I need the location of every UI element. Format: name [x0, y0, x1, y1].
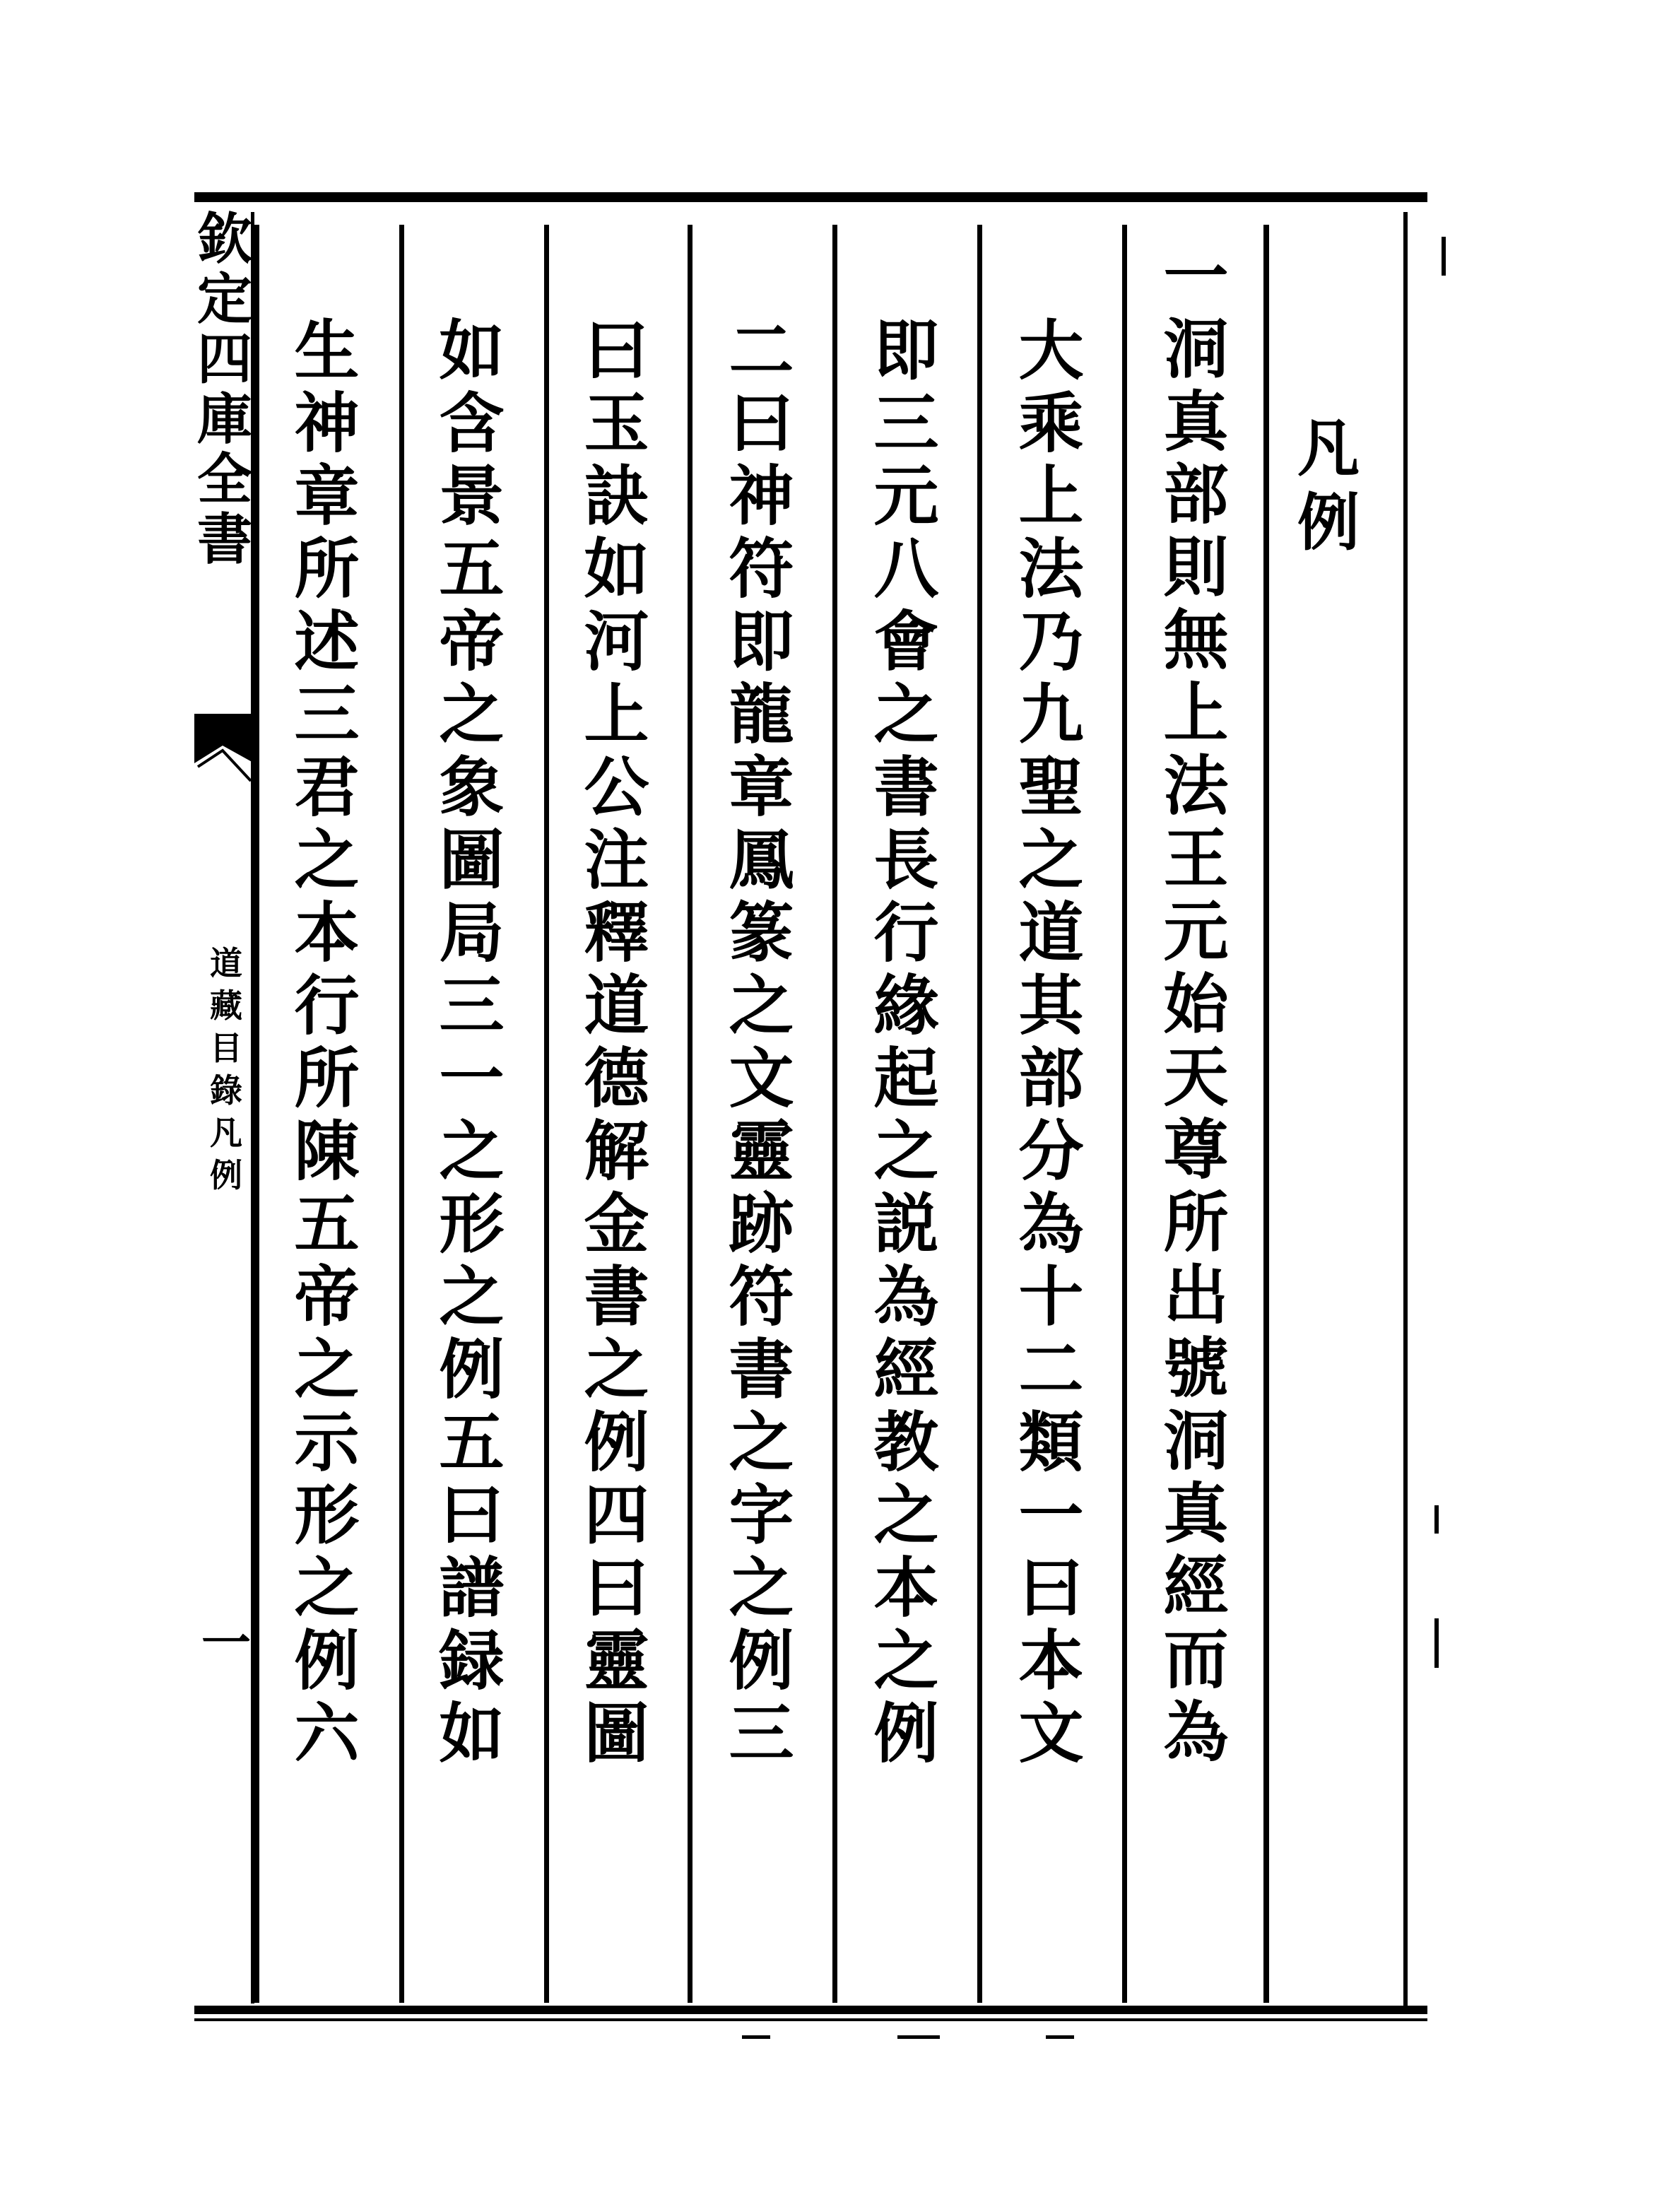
edge-title-char: 庫 [196, 387, 252, 452]
heading-char: 凡 [1297, 411, 1360, 485]
text-char: 靈 [729, 1113, 794, 1189]
text-char: 章 [294, 458, 360, 534]
text-column [703, 312, 820, 1774]
text-char: 十 [1018, 1259, 1084, 1335]
heading-column-divider [1263, 225, 1269, 2003]
text-column [1138, 238, 1254, 1772]
text-char: 圖 [439, 822, 505, 898]
text-char: 五 [439, 531, 505, 607]
text-char: 所 [1163, 1184, 1229, 1261]
side-title-char: 藏 [210, 987, 242, 1025]
edge-title-char: 四 [196, 327, 252, 392]
bottom-border-rule-thin [194, 2018, 1427, 2021]
text-char: 解 [584, 1113, 649, 1189]
text-char: 注 [584, 822, 649, 898]
text-char: 君 [294, 749, 360, 825]
edge-title-char: 書 [196, 507, 252, 572]
column-divider [688, 225, 692, 2003]
text-char: 則 [1163, 529, 1229, 606]
text-char: 真 [1163, 1476, 1229, 1552]
text-char: 三 [729, 1695, 794, 1772]
text-char: 經 [873, 1331, 939, 1408]
edge-title-char: 全 [196, 447, 252, 512]
text-char: 陳 [294, 1113, 360, 1189]
bottom-border-rule [194, 2006, 1427, 2014]
text-char: 九 [1018, 676, 1084, 753]
column-divider [1122, 225, 1127, 2003]
text-char: 為 [1018, 1186, 1084, 1262]
text-char: 之 [439, 676, 505, 753]
text-char: 河 [584, 604, 649, 680]
text-char: 洞 [1163, 1403, 1229, 1479]
column-divider [977, 225, 982, 2003]
text-char: 之 [729, 1404, 794, 1481]
text-char: 即 [729, 604, 794, 680]
text-char: 書 [729, 1331, 794, 1408]
text-column [558, 312, 675, 1774]
text-char: 所 [294, 1040, 360, 1117]
text-char: 乃 [1018, 604, 1084, 680]
text-char: 篆 [729, 895, 794, 971]
text-char: 分 [1018, 1113, 1084, 1189]
text-char: 曰 [439, 1477, 505, 1553]
text-char: 之 [439, 1259, 505, 1335]
text-char: 訣 [584, 458, 649, 534]
text-char: 之 [729, 967, 794, 1044]
text-char: 文 [1018, 1695, 1084, 1772]
text-char: 跡 [729, 1186, 794, 1262]
text-char: 真 [1163, 384, 1229, 460]
text-char: 之 [729, 1550, 794, 1626]
text-char: 之 [873, 1623, 939, 1699]
text-char: 象 [439, 749, 505, 825]
text-char: 五 [439, 1404, 505, 1481]
text-char: 經 [1163, 1548, 1229, 1625]
text-char: 局 [439, 895, 505, 971]
print-mark [1046, 2035, 1074, 2039]
print-mark [1442, 237, 1446, 276]
text-char: 王 [1163, 820, 1229, 897]
text-char: 曰 [584, 312, 649, 389]
text-char: 三 [294, 676, 360, 753]
text-char: 五 [294, 1186, 360, 1262]
text-char: 上 [1018, 458, 1084, 534]
text-char: 靈 [584, 1623, 649, 1699]
text-char: 一 [1163, 238, 1229, 314]
text-char: 號 [1163, 1330, 1229, 1406]
text-column [848, 312, 965, 1774]
text-char: 曰 [584, 1550, 649, 1626]
text-char: 鳳 [729, 822, 794, 898]
text-char: 之 [1018, 822, 1084, 898]
text-char: 法 [1163, 748, 1229, 824]
text-char: 如 [439, 312, 505, 389]
text-char: 書 [584, 1259, 649, 1335]
text-char: 本 [873, 1550, 939, 1626]
text-char: 元 [873, 458, 939, 534]
edge-section-title [201, 944, 251, 1201]
text-char: 龍 [729, 676, 794, 753]
text-char: 起 [873, 1040, 939, 1117]
side-title-char: 目 [210, 1029, 242, 1067]
text-char: 公 [584, 749, 649, 825]
text-char: 三 [439, 967, 505, 1044]
section-heading [1283, 411, 1374, 565]
text-char: 例 [439, 1331, 505, 1408]
print-mark [742, 2035, 770, 2039]
text-char: 景 [439, 458, 505, 534]
text-char: 天 [1163, 1039, 1229, 1115]
column-divider [832, 225, 837, 2003]
text-char: 書 [873, 749, 939, 825]
text-char: 大 [1018, 312, 1084, 389]
text-char: 之 [873, 676, 939, 753]
text-char: 部 [1018, 1040, 1084, 1117]
text-char: 行 [873, 895, 939, 971]
text-char: 章 [729, 749, 794, 825]
text-char: 之 [873, 1477, 939, 1553]
text-char: 文 [729, 1040, 794, 1117]
text-char: 述 [294, 604, 360, 680]
text-char: 金 [584, 1186, 649, 1262]
text-char: 類 [1018, 1404, 1084, 1481]
text-char: 而 [1163, 1621, 1229, 1698]
text-char: 二 [1018, 1331, 1084, 1408]
text-char: 釋 [584, 895, 649, 971]
text-char: 二 [729, 312, 794, 389]
text-char: 部 [1163, 457, 1229, 533]
top-border-rule [194, 192, 1427, 202]
edge-book-title [196, 207, 253, 572]
text-char: 道 [1018, 895, 1084, 971]
text-char: 説 [873, 1186, 939, 1262]
text-char: 法 [1018, 531, 1084, 607]
text-char: 德 [584, 1040, 649, 1117]
text-char: 元 [1163, 893, 1229, 970]
text-char: 含 [439, 385, 505, 461]
text-char: 教 [873, 1404, 939, 1481]
fish-tail-ornament-icon [194, 714, 254, 784]
text-char: 之 [294, 1331, 360, 1408]
text-char: 尊 [1163, 1112, 1229, 1188]
text-char: 生 [294, 312, 360, 389]
text-char: 始 [1163, 966, 1229, 1042]
text-char: 形 [439, 1186, 505, 1262]
text-char: 所 [294, 531, 360, 607]
text-char: 符 [729, 1259, 794, 1335]
text-char: 之 [873, 1113, 939, 1189]
side-title-char: 例 [210, 1156, 242, 1194]
text-char: 為 [873, 1259, 939, 1335]
text-char: 一 [1018, 1477, 1084, 1553]
text-char: 三 [873, 385, 939, 461]
text-char: 乘 [1018, 385, 1084, 461]
text-column [269, 312, 385, 1774]
text-char: 四 [584, 1477, 649, 1553]
text-char: 例 [873, 1695, 939, 1772]
text-char: 即 [873, 312, 939, 389]
text-char: 録 [439, 1623, 505, 1699]
text-char: 例 [294, 1623, 360, 1699]
text-column [413, 312, 530, 1774]
text-char: 上 [1163, 675, 1229, 751]
print-mark [1434, 1618, 1439, 1668]
text-char: 六 [294, 1695, 360, 1772]
column-divider [254, 225, 259, 2003]
text-char: 之 [439, 1113, 505, 1189]
text-char: 八 [873, 531, 939, 607]
print-mark [897, 2035, 940, 2039]
text-char: 本 [1018, 1623, 1084, 1699]
text-char: 字 [729, 1477, 794, 1553]
text-char: 曰 [729, 385, 794, 461]
text-char: 聖 [1018, 749, 1084, 825]
text-char: 例 [729, 1623, 794, 1699]
text-char: 如 [584, 531, 649, 607]
column-divider [544, 225, 549, 2003]
side-title-char: 凡 [210, 1114, 242, 1152]
text-char: 譜 [439, 1550, 505, 1626]
text-char: 洞 [1163, 311, 1229, 387]
text-char: 無 [1163, 602, 1229, 678]
page-number [201, 1613, 251, 1672]
text-char: 上 [584, 676, 649, 753]
text-char: 之 [294, 1550, 360, 1626]
edge-title-char: 定 [196, 267, 252, 331]
page-number-text: 一 [201, 1613, 251, 1672]
edge-title-char: 欽 [196, 207, 252, 271]
column-divider [399, 225, 404, 2003]
text-char: 本 [294, 895, 360, 971]
text-char: 之 [584, 1331, 649, 1408]
text-char: 神 [294, 385, 360, 461]
side-title-char: 錄 [210, 1071, 242, 1110]
text-char: 玉 [584, 385, 649, 461]
text-char: 為 [1163, 1694, 1229, 1770]
heading-char: 例 [1297, 486, 1360, 559]
text-char: 其 [1018, 967, 1084, 1044]
side-title-char: 道 [210, 944, 242, 982]
text-char: 如 [439, 1695, 505, 1772]
text-char: 道 [584, 967, 649, 1044]
text-char: 一 [439, 1040, 505, 1117]
text-char: 神 [729, 458, 794, 534]
print-mark [1434, 1505, 1439, 1534]
text-char: 出 [1163, 1257, 1229, 1334]
text-char: 緣 [873, 967, 939, 1044]
text-char: 會 [873, 604, 939, 680]
text-char: 長 [873, 822, 939, 898]
text-char: 例 [584, 1404, 649, 1481]
text-char: 示 [294, 1404, 360, 1481]
text-char: 帝 [439, 604, 505, 680]
text-char: 曰 [1018, 1550, 1084, 1626]
text-column [993, 312, 1109, 1774]
text-char: 形 [294, 1477, 360, 1553]
text-char: 之 [294, 822, 360, 898]
text-char: 行 [294, 967, 360, 1044]
text-char: 帝 [294, 1259, 360, 1335]
right-border-rule [1403, 212, 1408, 2011]
text-char: 圖 [584, 1695, 649, 1772]
text-char: 符 [729, 531, 794, 607]
